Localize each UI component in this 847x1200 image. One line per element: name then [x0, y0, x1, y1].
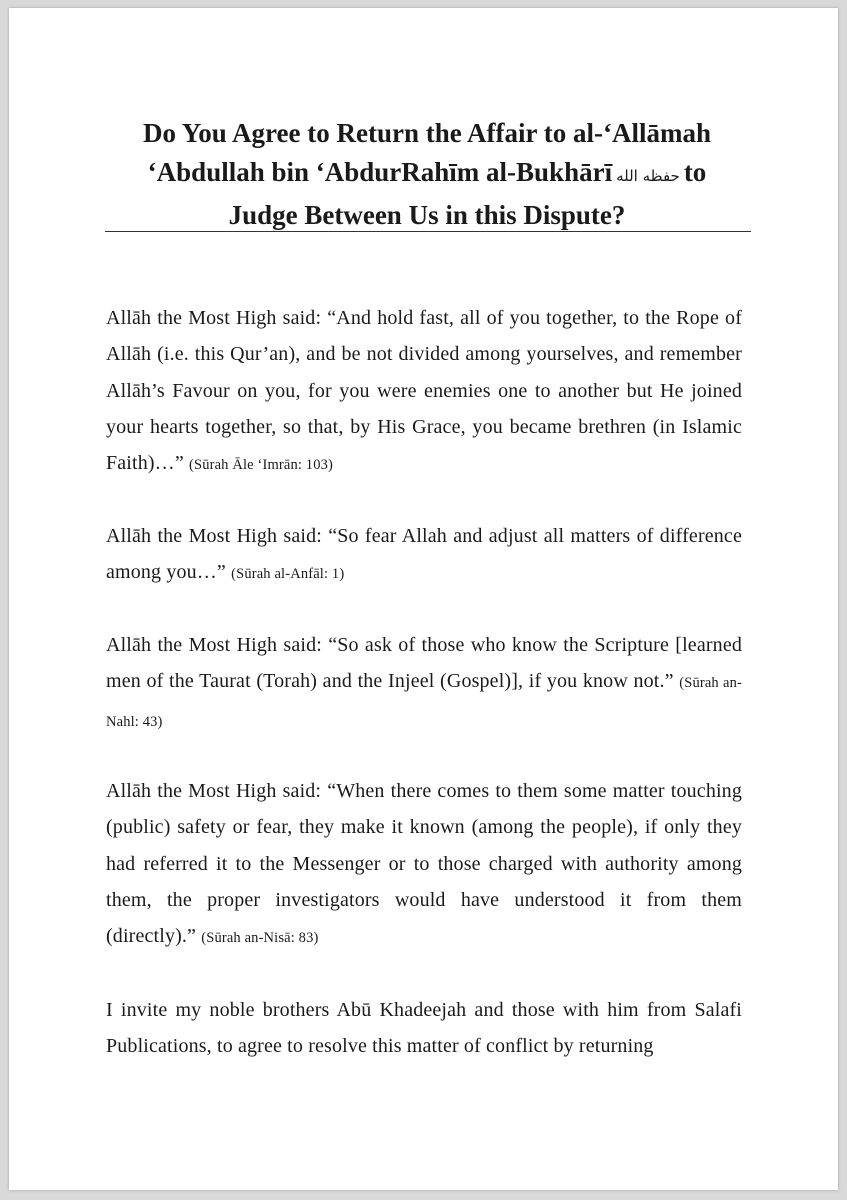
paragraph-5 [106, 992, 742, 1065]
paragraph-text: Allāh the Most High said: “So fear Allah and adjust all matters of difference among you…” [106, 525, 742, 584]
paragraph-text: I invite my noble brothers Abū Khadeejah and those with him from Salafi Publications, to agree to resolve this matter of conflict by returning [106, 999, 742, 1058]
title-line-2 [107, 153, 747, 196]
page-title [107, 114, 747, 235]
paragraph-1 [106, 300, 742, 483]
title-line-2-end: to [683, 157, 707, 187]
paragraph-3 [106, 627, 742, 740]
paragraph-text: Allāh the Most High said: “So ask of those who know the Scripture [learned men of the Taurat (Torah) and the Injeel (Gospel)], if you know not.” [106, 634, 742, 693]
quran-citation: (Sūrah Āle ‘Imrān: 103) [189, 457, 333, 474]
quran-citation: (Sūrah an-Nisā: 83) [201, 930, 319, 947]
document-page [9, 8, 838, 1190]
quran-citation: (Sūrah al-Anfāl: 1) [231, 566, 345, 583]
paragraph-4 [106, 773, 742, 956]
quran-citation: (Sūrah an-Nahl: 43) [106, 675, 742, 730]
paragraph-text: Allāh the Most High said: “When there comes to them some matter touching (public) safety or fear, they make it known (among the people), if only they had referred it to the Messenger or to those charged with authority among them, the proper investigators would have understood it from them (directly).” [106, 780, 742, 948]
title-line-3: Judge Between Us in this Dispute? [228, 200, 626, 230]
paragraph-2 [106, 518, 742, 593]
title-line-2-name: ‘Abdullah bin ‘AbdurRahīm al-Bukhārī [147, 157, 613, 187]
title-line-1: Do You Agree to Return the Affair to al-‘Allāmah [143, 118, 711, 148]
arabic-honorific: حفظه الله [616, 167, 680, 185]
paragraph-text: Allāh the Most High said: “And hold fast, all of you together, to the Rope of Allāh (i.e. this Qur’an), and be not divided among yourselves, and remember Allāh’s Favour on you, for you were enemies one to another but He joined your hearts together, so that, by His Grace, you became brethren (in Islamic Faith)…” [106, 307, 742, 475]
title-divider [105, 231, 751, 232]
